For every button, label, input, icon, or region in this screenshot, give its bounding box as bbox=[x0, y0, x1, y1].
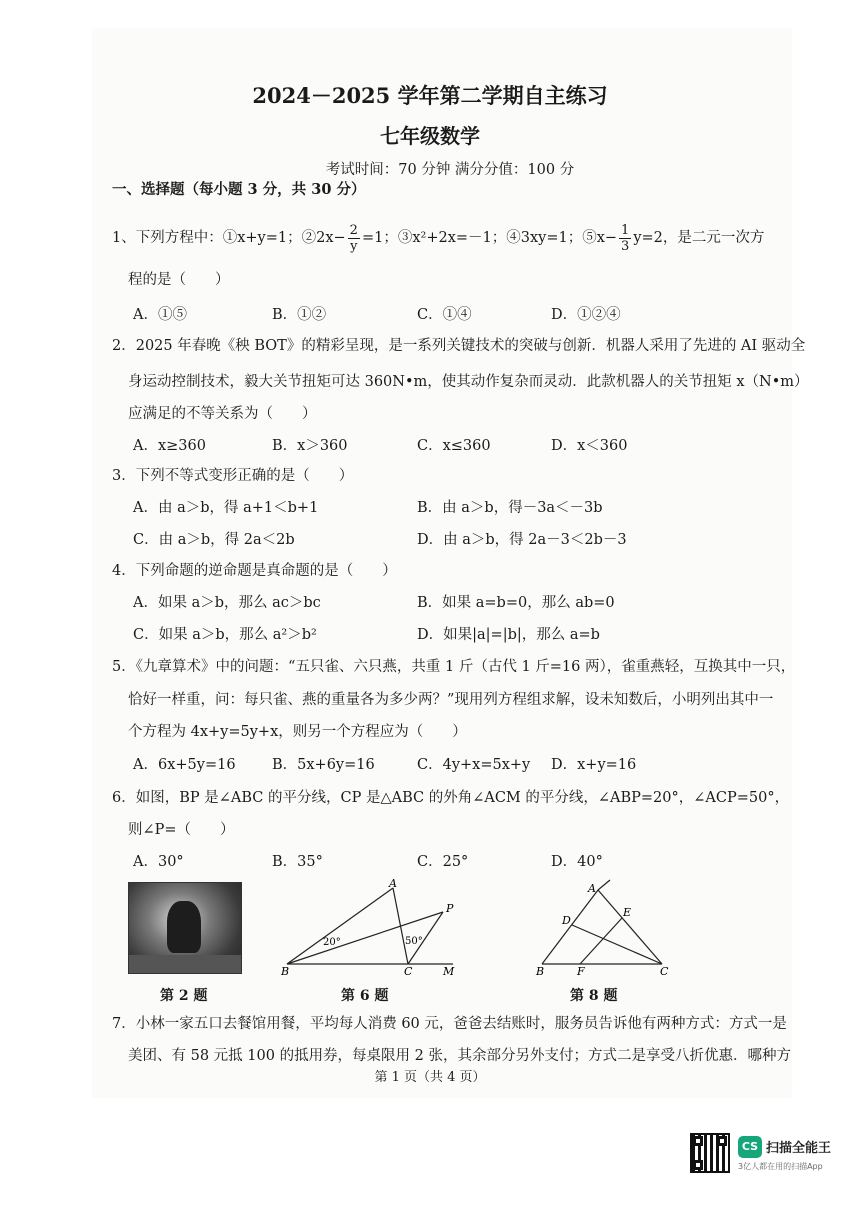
question-1-line2: 程的是（ ） bbox=[128, 272, 230, 288]
figure-6-diagram bbox=[275, 878, 470, 978]
fig6-angle-50: 50° bbox=[405, 936, 423, 947]
q1-part-c: y=2，是二元一次方 bbox=[633, 230, 765, 246]
q1-frac1-numerator: 2 bbox=[349, 222, 358, 238]
question-4-line1: 4．下列命题的逆命题是真命题的是（ ） bbox=[112, 563, 397, 579]
line-A-ext bbox=[598, 880, 610, 890]
qr-corner bbox=[693, 1136, 703, 1146]
q1-part-a: 1、下列方程中：①x+y=1；②2x− bbox=[112, 230, 346, 246]
qr-corner bbox=[717, 1136, 727, 1146]
caption-fig2: 第 2 题 bbox=[160, 988, 208, 1004]
exam-title: 2024－2025 学年第二学期自主练习 bbox=[252, 83, 608, 108]
line-AC bbox=[598, 890, 662, 964]
q3-option-d[interactable]: D．由 a＞b，得 2a－3＜2b－3 bbox=[417, 532, 627, 548]
question-6-line1: 6．如图，BP 是∠ABC 的平分线，CP 是△ABC 的外角∠ACM 的平分线，∠ABP=20°，∠ACP=50°， bbox=[112, 790, 790, 806]
q5-option-a[interactable]: A．6x+5y=16 bbox=[133, 757, 236, 773]
q1-fraction-1 bbox=[348, 223, 360, 254]
caption-fig8: 第 8 题 bbox=[570, 988, 618, 1004]
q6-option-b[interactable]: B．35° bbox=[272, 854, 323, 870]
q1-part-b: =1；③x²+2x=－1；④3xy=1；⑤x− bbox=[361, 230, 618, 246]
q5-option-b[interactable]: B．5x+6y=16 bbox=[272, 757, 375, 773]
question-5-line3: 个方程为 4x+y=5y+x，则另一个方程应为（ ） bbox=[128, 724, 467, 740]
fig6-label-C: C bbox=[404, 965, 413, 978]
photo-ground bbox=[129, 955, 241, 973]
question-2-line3: 应满足的不等关系为（ ） bbox=[128, 406, 317, 422]
robot-photo bbox=[128, 882, 242, 974]
scanner-logo: CS bbox=[738, 1136, 762, 1158]
q5-option-c[interactable]: C．4y+x=5x+y bbox=[417, 757, 531, 773]
qr-code-icon bbox=[690, 1133, 730, 1173]
q4-option-b[interactable]: B．如果 a=b=0，那么 ab=0 bbox=[417, 595, 615, 611]
line-FE bbox=[580, 918, 622, 964]
q1-frac2-numerator: 1 bbox=[621, 222, 630, 238]
question-2-line1: 2．2025 年春晚《秧 BOT》的精彩呈现，是一系列关键技术的突破与创新．机器人采用了先进的 AI 驱动全 bbox=[112, 338, 806, 354]
q5-option-d[interactable]: D．x+y=16 bbox=[551, 757, 637, 773]
fig6-label-M: M bbox=[443, 965, 455, 978]
q4-option-d[interactable]: D．如果|a|=|b|，那么 a=b bbox=[417, 627, 600, 643]
q6-option-c[interactable]: C．25° bbox=[417, 854, 469, 870]
q2-option-d[interactable]: D．x＜360 bbox=[551, 438, 628, 454]
page-footer: 第 1 页（共 4 页） bbox=[374, 1070, 486, 1085]
fig6-label-P: P bbox=[446, 902, 454, 915]
question-1-stem bbox=[112, 218, 764, 258]
q1-option-d[interactable]: D．①②④ bbox=[551, 307, 621, 323]
fig8-label-F: F bbox=[577, 965, 585, 978]
caption-fig6: 第 6 题 bbox=[341, 988, 389, 1004]
q1-option-a[interactable]: A．①⑤ bbox=[133, 307, 187, 323]
q1-fraction-2 bbox=[619, 223, 631, 254]
q2-option-a[interactable]: A．x≥360 bbox=[133, 438, 206, 454]
q2-option-c[interactable]: C．x≤360 bbox=[417, 438, 491, 454]
question-5-line2: 恰好一样重，问：每只雀、燕的重量各为多少两？”现用列方程组求解，设未知数后，小明列出其中一 bbox=[128, 692, 774, 708]
exam-subject: 七年级数学 bbox=[380, 124, 480, 148]
photo-figure bbox=[167, 901, 201, 953]
exam-info: 考试时间：70 分钟 满分分值：100 分 bbox=[325, 162, 575, 178]
question-2-line2: 身运动控制技术，毅大关节扭矩可达 360N•m，使其动作复杂而灵动．此款机器人的关节扭矩 x（N•m） bbox=[128, 374, 809, 390]
fig6-angle-20: 20° bbox=[323, 937, 341, 948]
q1-frac2-denominator: 3 bbox=[621, 238, 630, 254]
question-3-line1: 3．下列不等式变形正确的是（ ） bbox=[112, 468, 354, 484]
q4-option-c[interactable]: C．如果 a＞b，那么 a²＞b² bbox=[133, 627, 317, 643]
fig8-label-D: D bbox=[562, 914, 571, 927]
fig8-label-C: C bbox=[660, 965, 669, 978]
fig6-label-A: A bbox=[389, 878, 397, 890]
section-heading: 一、选择题（每小题 3 分，共 30 分） bbox=[112, 181, 366, 198]
question-5-line1: 5．《九章算术》中的问题：“五只雀、六只燕，共重 1 斤（古代 1 斤=16 两），雀重燕轻，互换其中一只， bbox=[112, 659, 796, 675]
scanner-name: 扫描全能王 bbox=[766, 1141, 832, 1156]
fig8-label-A: A bbox=[588, 882, 596, 895]
question-6-line2: 则∠P=（ ） bbox=[128, 822, 235, 838]
q6-option-a[interactable]: A．30° bbox=[133, 854, 184, 870]
q2-option-b[interactable]: B．x＞360 bbox=[272, 438, 348, 454]
question-7-line1: 7．小林一家五口去餐馆用餐，平均每人消费 60 元，爸爸去结账时，服务员告诉他有两种方式：方式一是 bbox=[112, 1016, 787, 1032]
q3-option-b[interactable]: B．由 a＞b，得－3a＜－3b bbox=[417, 500, 603, 516]
fig6-label-B: B bbox=[281, 965, 290, 978]
q4-option-a[interactable]: A．如果 a＞b，那么 ac＞bc bbox=[133, 595, 321, 611]
q1-frac1-denominator: y bbox=[350, 238, 358, 254]
q6-option-d[interactable]: D．40° bbox=[551, 854, 603, 870]
scanner-tagline: 3亿人都在用的扫描App bbox=[738, 1162, 823, 1171]
fig8-label-E: E bbox=[623, 906, 632, 919]
line-BA bbox=[287, 888, 393, 964]
q1-option-b[interactable]: B．①② bbox=[272, 307, 327, 323]
question-7-line2: 美团、有 58 元抵 100 的抵用券，每桌限用 2 张，其余部分另外支付；方式二是享受八折优惠．哪种方 bbox=[128, 1048, 792, 1064]
figure-8-diagram bbox=[532, 878, 682, 978]
fig8-label-B: B bbox=[536, 965, 545, 978]
q1-option-c[interactable]: C．①④ bbox=[417, 307, 472, 323]
qr-corner bbox=[693, 1160, 703, 1170]
q3-option-c[interactable]: C．由 a＞b，得 2a＜2b bbox=[133, 532, 295, 548]
q3-option-a[interactable]: A．由 a＞b，得 a+1＜b+1 bbox=[133, 500, 319, 516]
